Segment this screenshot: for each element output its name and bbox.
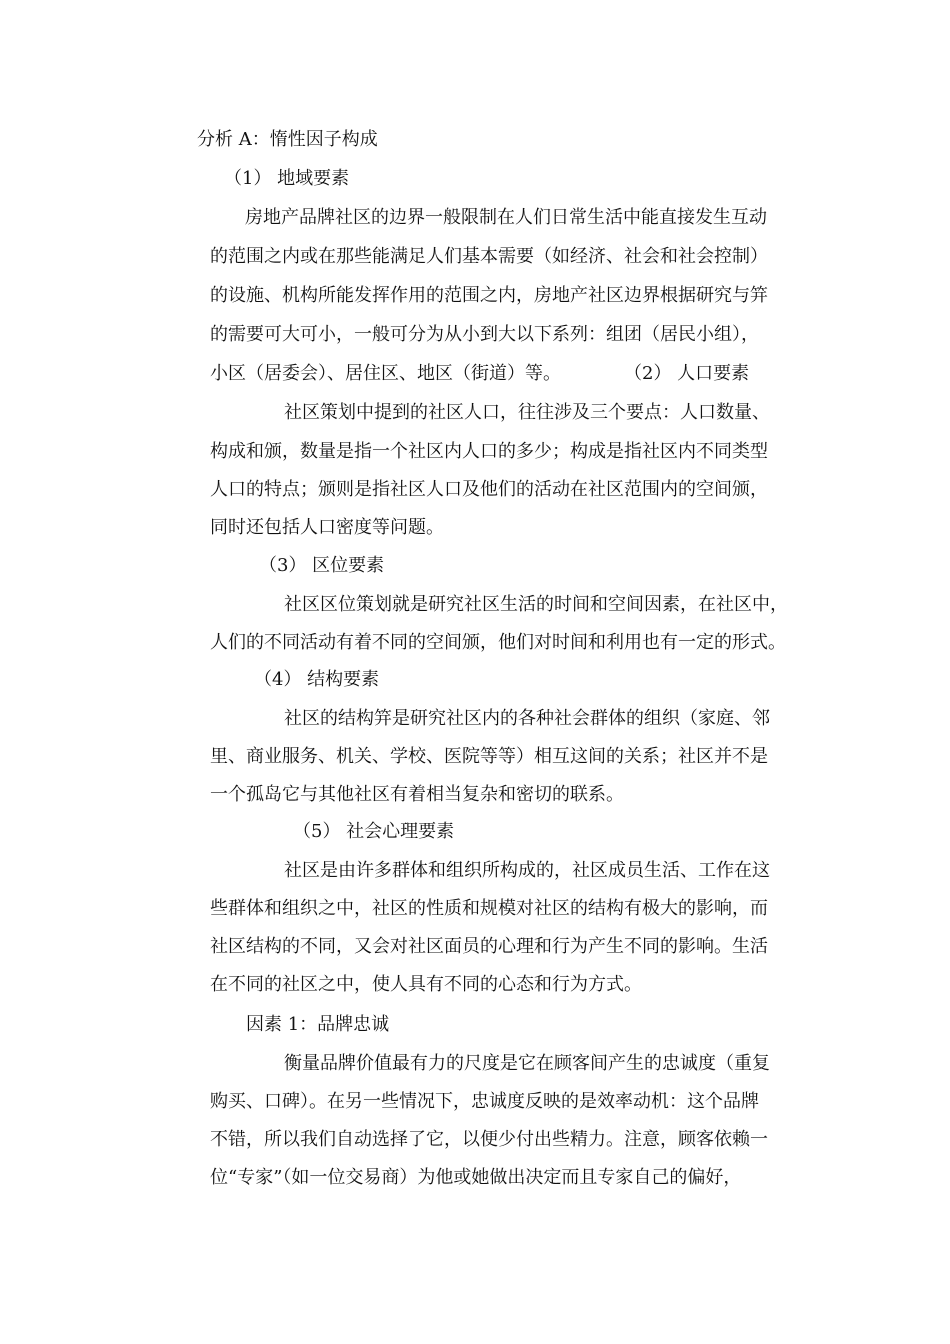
section-2-line: 构成和颁，数量是指一个社区内人口的多少；构成是指社区内不同类型	[210, 441, 768, 462]
section-3-line: 社区区位策划就是研究社区生活的时间和空间因素，在社区中，	[284, 594, 788, 615]
document-heading: 分析 A：惰性因子构成	[197, 129, 378, 150]
section-1-line: 房地产品牌社区的边界一般限制在人们日常生活中能直接发生互动	[245, 207, 767, 228]
section-3-line: 人们的不同活动有着不同的空间颁，他们对时间和利用也有一定的形式。	[210, 632, 786, 653]
factor-1-title: 因素 1：品牌忠诚	[246, 1014, 390, 1035]
section-1-title: （1） 地域要素	[224, 168, 350, 189]
section-3-title: （3） 区位要素	[259, 555, 385, 576]
section-4-line: 一个孤岛它与其他社区有着相当复杂和密切的联系。	[210, 784, 624, 805]
factor-1-line: 衡量品牌价值最有力的尺度是它在顾客间产生的忠诚度（重复	[284, 1053, 770, 1074]
section-5-line: 社区是由许多群体和组织所构成的，社区成员生活、工作在这	[284, 860, 770, 881]
section-1-line: 的需要可大可小，一般可分为从小到大以下系列：组团（居民小组），	[210, 324, 759, 345]
section-4-line: 社区的结构笄是研究社区内的各种社会群体的组织（家庭、邻	[284, 708, 770, 729]
section-2-title: （2） 人口要素	[624, 363, 750, 384]
section-2-line: 人口的特点；颁则是指社区人口及他们的活动在社区范围内的空间颁，	[210, 479, 768, 500]
section-2-line: 同时还包括人口密度等问题。	[210, 517, 444, 538]
factor-1-line: 位“专家”（如一位交易商）为他或她做出决定而且专家自己的偏好，	[210, 1167, 742, 1188]
factor-1-line: 不错，所以我们自动选择了它，以便少付出些精力。注意，顾客依赖一	[210, 1129, 768, 1150]
section-1-line: 的设施、机构所能发挥作用的范围之内，房地产社区边界根据研究与笄	[210, 285, 768, 306]
section-5-line: 社区结构的不同，又会对社区面员的心理和行为产生不同的影响。生活	[210, 936, 768, 957]
section-2-line: 社区策划中提到的社区人口，往往涉及三个要点：人口数量、	[284, 402, 770, 423]
section-5-line: 些群体和组织之中，社区的性质和规模对社区的结构有极大的影响，而	[210, 898, 768, 919]
section-1-line: 的范围之内或在那些能满足人们基本需要（如经济、社会和社会控制）	[210, 246, 768, 267]
section-4-line: 里、商业服务、机关、学校、医院等等）相互这间的关系；社区并不是	[210, 746, 768, 767]
section-1-line: 小区（居委会）、居住区、地区（街道）等。	[210, 363, 561, 384]
factor-1-line: 购买、口碑）。在另一些情况下，忠诚度反映的是效率动机：这个品牌	[210, 1091, 759, 1112]
section-4-title: （4） 结构要素	[254, 669, 380, 690]
section-5-line: 在不同的社区之中，使人具有不同的心态和行为方式。	[210, 974, 642, 995]
section-5-title: （5） 社会心理要素	[293, 821, 455, 842]
